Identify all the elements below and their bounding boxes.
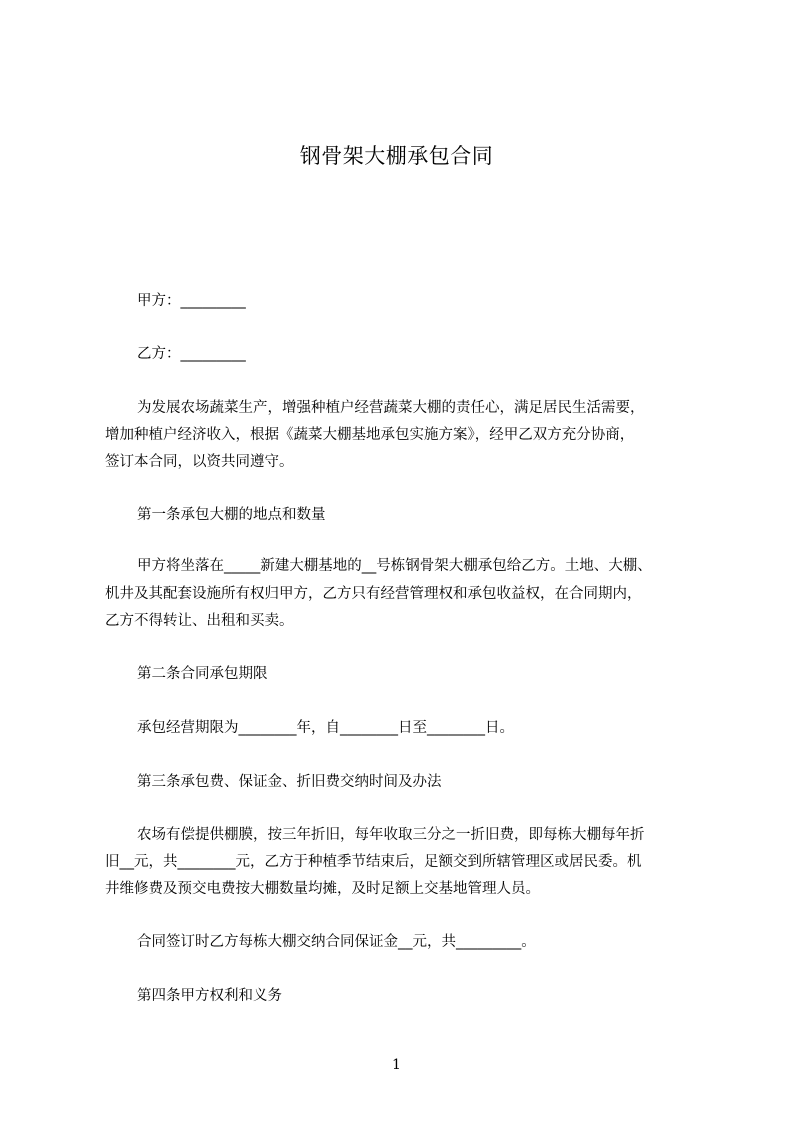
article-4-heading: 第四条甲方权利和义务 xyxy=(137,988,282,1004)
article-3-deposit-line: 合同签订时乙方每栋大棚交纳合同保证金__元，共_________。 xyxy=(137,934,536,950)
party-b-line: 乙方：_________ xyxy=(137,346,246,362)
article-3-line-1: 农场有偿提供棚膜，按三年折旧，每年收取三分之一折旧费，即每栋大棚每年折 xyxy=(137,827,645,843)
intro-line-1: 为发展农场蔬菜生产，增强种植户经营蔬菜大棚的责任心，满足居民生活需要， xyxy=(137,400,645,416)
article-3-line-3: 井维修费及预交电费按大棚数量均摊，及时足额上交基地管理人员。 xyxy=(105,881,540,897)
article-2-line-1: 承包经营期限为________年，自________日至________日。 xyxy=(137,720,514,736)
article-2-heading: 第二条合同承包期限 xyxy=(137,666,268,682)
intro-line-3: 签订本合同，以资共同遵守。 xyxy=(105,454,294,470)
document-title: 钢骨架大棚承包合同 xyxy=(299,144,494,168)
article-3-line-2: 旧__元，共________元，乙方于种植季节结束后，足额交到所辖管理区或居民委。机 xyxy=(105,854,642,870)
article-3-heading: 第三条承包费、保证金、折旧费交纳时间及办法 xyxy=(137,774,442,790)
intro-line-2: 增加种植户经济收入，根据《蔬菜大棚基地承包实施方案》，经甲乙双方充分协商， xyxy=(105,427,635,443)
page-number: 1 xyxy=(392,1057,401,1073)
article-1-heading: 第一条承包大棚的地点和数量 xyxy=(137,507,326,523)
article-1-line-2: 机井及其配套设施所有权归甲方，乙方只有经营管理权和承包收益权，在合同期内， xyxy=(105,586,642,602)
article-1-line-1: 甲方将坐落在_____新建大棚基地的__号栋钢骨架大棚承包给乙方。土地、大棚、 xyxy=(137,558,652,574)
party-a-line: 甲方：_________ xyxy=(137,293,246,309)
article-1-line-3: 乙方不得转让、出租和买卖。 xyxy=(105,613,294,629)
